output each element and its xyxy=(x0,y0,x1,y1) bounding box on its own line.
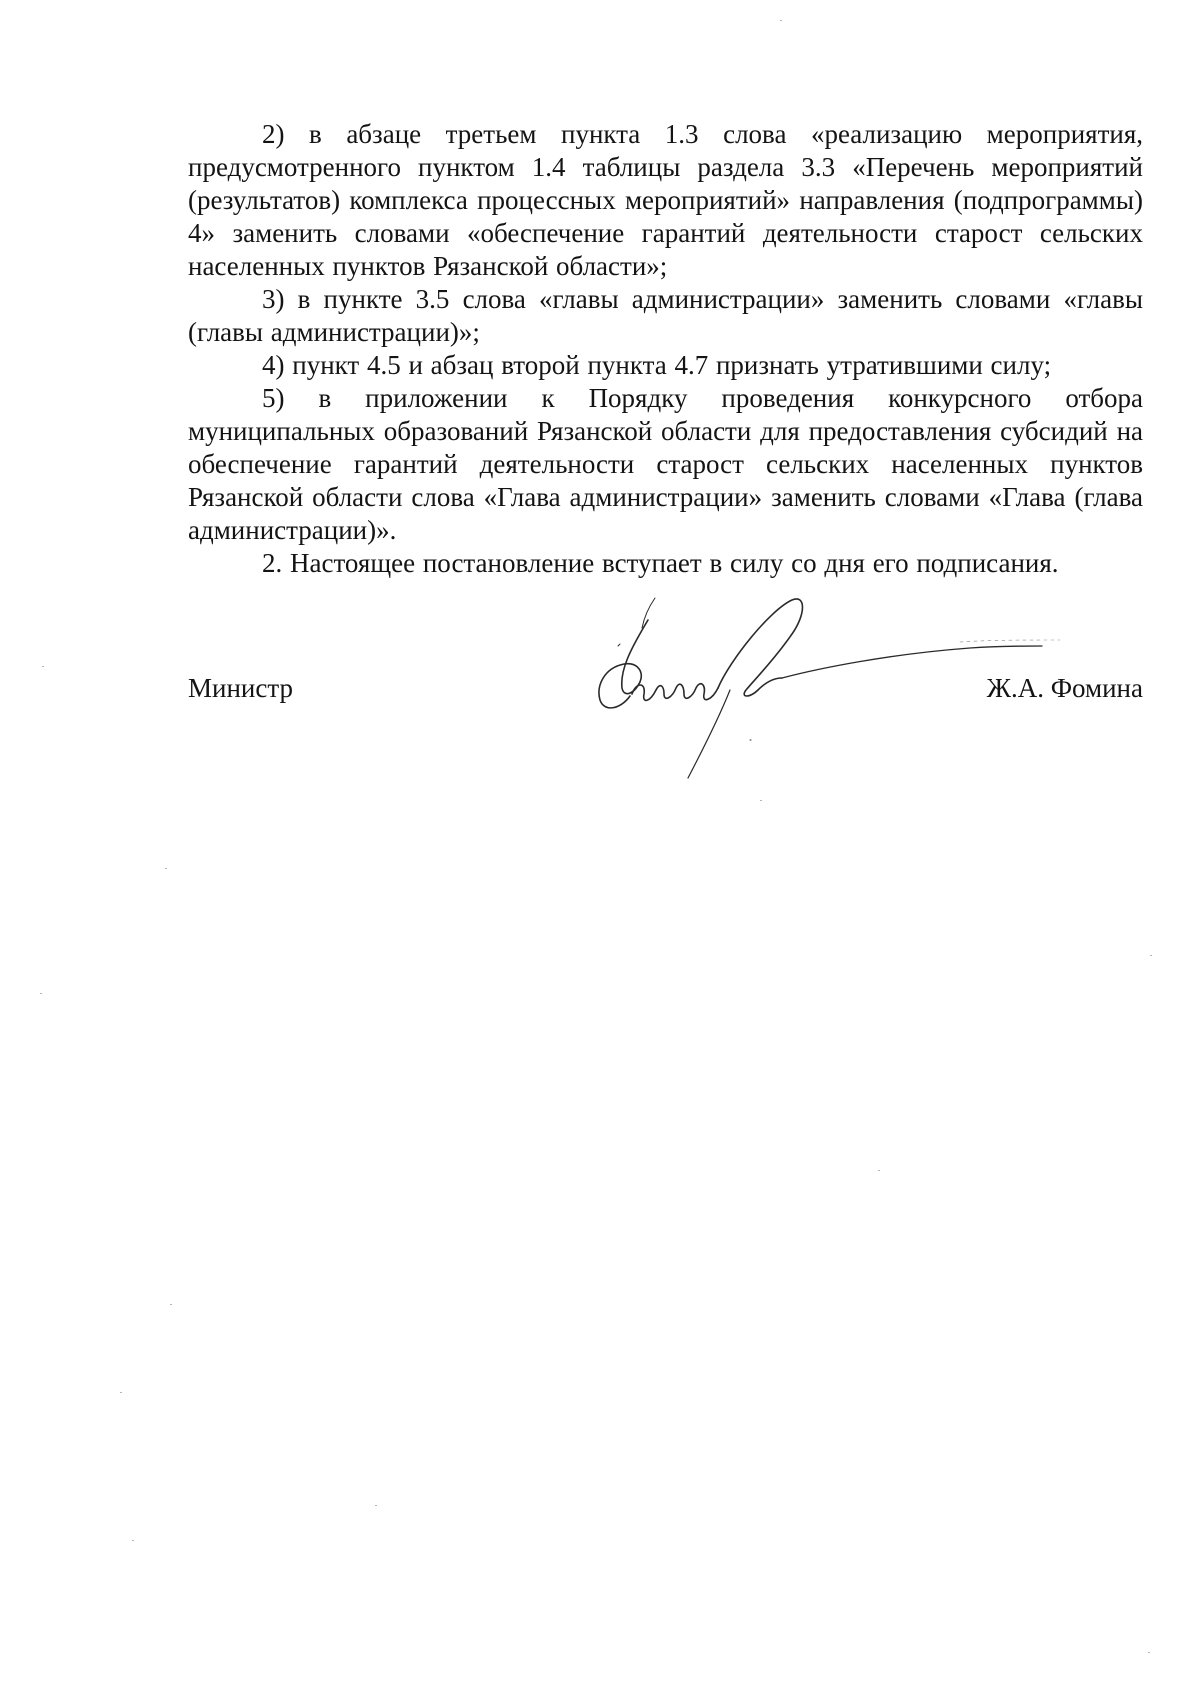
scan-speck xyxy=(132,1540,134,1541)
scan-speck xyxy=(760,800,762,801)
signature-row xyxy=(188,672,1143,712)
paragraph-item-2: 2) в абзаце третьем пункта 1.3 слова «реализацию мероприятия, предусмотренного пунктом 1.4 таблицы раздела 3.3 «Перечень мероприятий (результатов) комплекса процессных мероприятий» направления (подпрограммы) 4» заменить словами «обеспечение гарантий деятельности старост сельских населенных пунктов Рязанской области»; xyxy=(188,119,1143,281)
scan-speck xyxy=(1148,1652,1150,1653)
paragraph-item-5: 5) в приложении к Порядку проведения конкурсного отбора муниципальных образований Рязанской области для предоставления субсидий на обеспечение гарантий деятельности старост сельских населенных пунктов Рязанской области слова «Глава администрации» заменить словами «Глава (глава администрации)». xyxy=(188,383,1143,545)
scan-speck xyxy=(170,1304,172,1305)
scan-speck xyxy=(375,1505,377,1506)
handwritten-signature xyxy=(560,590,1120,850)
paragraph-effective-date: 2. Настоящее постановление вступает в силу со дня его подписания. xyxy=(262,548,1059,578)
signer-position: Министр xyxy=(188,673,293,703)
document-body xyxy=(188,118,1143,580)
signer-name: Ж.А. Фомина xyxy=(986,673,1143,703)
scan-speck xyxy=(165,868,167,869)
scan-speck xyxy=(878,1170,880,1171)
scan-speck xyxy=(120,1392,122,1393)
paragraph-item-4: 4) пункт 4.5 и абзац второй пункта 4.7 признать утратившими силу; xyxy=(262,350,1052,380)
scan-speck xyxy=(1150,955,1152,956)
scan-speck xyxy=(42,666,44,667)
scan-speck xyxy=(780,20,782,21)
paragraph-item-3: 3) в пункте 3.5 слова «главы администрации» заменить словами «главы (главы администрации)»; xyxy=(188,284,1143,347)
scan-speck xyxy=(40,993,42,994)
